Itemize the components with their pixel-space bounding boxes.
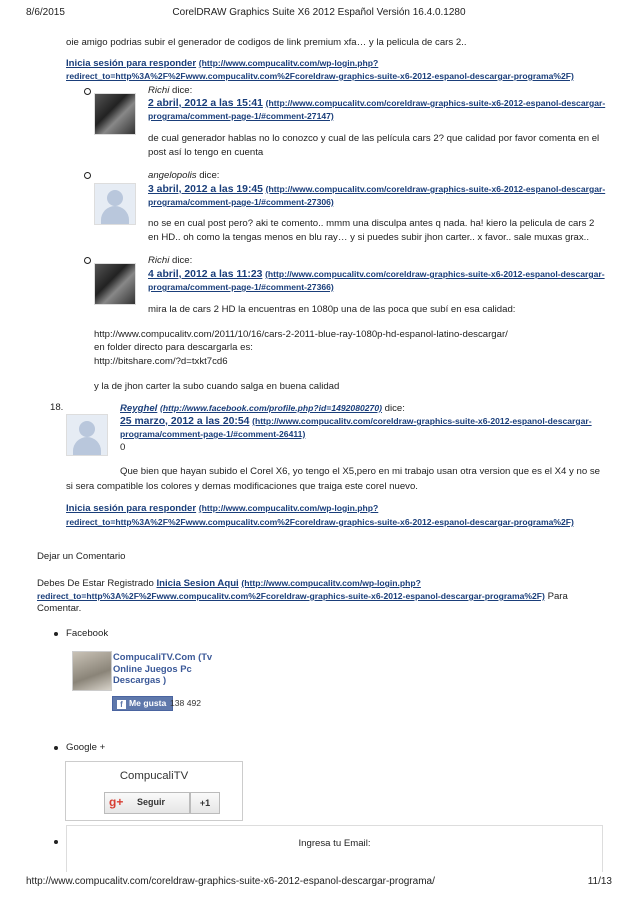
follow-label: Seguir <box>137 797 166 807</box>
comment-author: angelopolis <box>148 170 197 181</box>
comment-date-link[interactable]: 2 abril, 2012 a las 15:41 <box>148 98 263 109</box>
comment-body: no se en cual post pero? aki te comento.. mmm una disculpa antes q nada. ha! kiero la pelicula de cars 2 <box>148 218 595 229</box>
comment-body: mira la de cars 2 HD la encuentras en 1080p una de las poca que subí en esa calidad: <box>148 304 516 315</box>
comment-permalink[interactable]: (http://www.compucalitv.com/coreldraw-graphics-suite-x6-2012-espanol-descargar- <box>265 98 606 108</box>
comment-author: Richi <box>148 255 170 266</box>
dice-label: dice: <box>169 85 193 96</box>
login-link[interactable]: Inicia Sesion Aqui <box>156 578 239 589</box>
dice-label: dice: <box>196 170 220 181</box>
reply-link-url-cont[interactable]: redirect_to=http%3A%2F%2Fwww.compucalitv.com%2Fcoreldraw-graphics-suite-x6-2012-espanol-descargar-programa%2F) <box>66 517 574 527</box>
comment-body-link: http://bitshare.com/?d=txkt7cd6 <box>94 356 228 367</box>
login-url[interactable]: (http://www.compucalitv.com/wp-login.php? <box>241 578 421 588</box>
login-prefix: Debes De Estar Registrado <box>37 578 157 589</box>
comment-date-link[interactable]: 25 marzo, 2012 a las 20:54 <box>120 416 250 427</box>
reply-link-url-cont[interactable]: redirect_to=http%3A%2F%2Fwww.compucalitv.com%2Fcoreldraw-graphics-suite-x6-2012-espanol-descargar-programa%2F) <box>66 71 574 81</box>
list-bullet <box>84 172 91 179</box>
comment-author-link[interactable]: Reyghel <box>120 403 158 414</box>
dice-label: dice: <box>381 403 405 414</box>
comment-body-cont: en folder directo para descargarla es: <box>94 342 253 353</box>
comment-permalink-cont[interactable]: programa/comment-page-1/#comment-27147) <box>148 111 334 121</box>
page-thumbnail[interactable] <box>72 651 112 691</box>
facebook-label: Facebook <box>66 628 109 639</box>
avatar <box>94 183 136 225</box>
like-label: Me gusta <box>129 698 167 708</box>
login-notice <box>37 577 421 590</box>
google-plus-widget <box>65 761 243 821</box>
page-name-link[interactable] <box>113 651 223 686</box>
login-url-cont[interactable]: redirect_to=http%3A%2F%2Fwww.compucalitv.com%2Fcoreldraw-graphics-suite-x6-2012-espanol-descargar-programa%2F) <box>37 591 545 601</box>
reply-link-url[interactable]: (http://www.compucalitv.com/wp-login.php? <box>198 503 379 513</box>
comment-rating: 0 <box>120 442 126 453</box>
follow-button[interactable] <box>104 792 190 814</box>
list-bullet <box>84 88 91 95</box>
facebook-icon: f <box>117 700 126 709</box>
list-bullet <box>54 746 58 750</box>
comment-permalink[interactable]: (http://www.compucalitv.com/coreldraw-graphics-suite-x6-2012-espanol-descargar- <box>265 184 606 194</box>
comment-date-link[interactable]: 4 abril, 2012 a las 11:23 <box>148 269 263 280</box>
login-suffix-cont: Comentar. <box>37 603 82 614</box>
comment-permalink[interactable]: (http://www.compucalitv.com/coreldraw-graphics-suite-x6-2012-espanol-descargar- <box>252 416 592 426</box>
avatar <box>94 93 136 135</box>
plus-one-button[interactable]: +1 <box>190 792 220 814</box>
reply-link[interactable] <box>66 502 378 515</box>
reply-link-url[interactable]: (http://www.compucalitv.com/wp-login.php? <box>198 58 379 68</box>
comment-permalink[interactable]: (http://www.compucalitv.com/coreldraw-graphics-suite-x6-2012-espanol-descargar- <box>265 269 605 279</box>
comment-meta <box>148 85 192 97</box>
avatar <box>94 263 136 305</box>
comment-body-cont: si sera compatible los colores y demas modificaciones que traiga este corel nuevo. <box>66 481 418 492</box>
page-name-line[interactable]: Descargas ) <box>113 674 167 685</box>
dice-label: dice: <box>169 255 193 266</box>
login-suffix: Para <box>544 591 568 602</box>
google-plus-label: Google + <box>66 742 106 753</box>
facebook-widget <box>66 645 256 719</box>
reply-link-label[interactable]: Inicia sesión para responder <box>66 503 197 514</box>
comment-body-link: http://www.compucalitv.com/2011/10/16/cars-2-2011-blue-ray-1080p-hd-espanol-latino-descargar/ <box>94 329 508 340</box>
list-bullet <box>84 257 91 264</box>
comment-body: Que bien que hayan subido el Corel X6, yo tengo el X5,pero en mi trabajo usan otra version que es el X4 y no se <box>120 466 600 477</box>
section-heading: Dejar un Comentario <box>37 551 126 562</box>
comment-body: de cual generador hablas no lo conozco y cual de las película cars 2? que calidad por favor comenta en el <box>148 133 600 144</box>
comment-body-cont: en HD.. oh como la tengas menos en blu ray… y si puedes subir jhon carter.. x favor.. sale muxas grax.. <box>148 232 589 243</box>
print-url: http://www.compucalitv.com/coreldraw-graphics-suite-x6-2012-espanol-descargar-programa/ <box>26 876 435 887</box>
print-date: 8/6/2015 <box>26 7 65 18</box>
comment-permalink-cont[interactable]: programa/comment-page-1/#comment-27366) <box>148 282 334 292</box>
reply-link-label[interactable]: Inicia sesión para responder <box>66 58 197 69</box>
comment-author: Richi <box>148 85 170 96</box>
comment-body-cont: post así lo tengo en cuenta <box>148 147 264 158</box>
google-page-name[interactable]: CompucaliTV <box>119 770 189 782</box>
page-number: 11/13 <box>587 876 612 887</box>
comment-meta <box>120 402 405 415</box>
like-button[interactable] <box>112 696 173 711</box>
list-bullet <box>54 632 58 636</box>
list-bullet <box>54 840 58 844</box>
like-count: 138 492 <box>170 698 202 708</box>
comment-meta <box>148 170 219 182</box>
email-subscribe-box <box>66 825 603 872</box>
comment-permalink-cont[interactable]: programa/comment-page-1/#comment-27306) <box>148 197 334 207</box>
page-name-line[interactable]: Online Juegos Pc <box>113 662 192 674</box>
comment-permalink-cont[interactable]: programa/comment-page-1/#comment-26411) <box>120 429 306 439</box>
comment-author-url[interactable]: (http://www.facebook.com/profile.php?id=1492080270) <box>160 403 382 413</box>
reply-link[interactable] <box>66 57 378 70</box>
comment-text: oie amigo podrias subir el generador de codigos de link premium xfa… y la pelicula de cars 2.. <box>66 37 467 48</box>
comment-number: 18. <box>50 402 64 413</box>
page-name-line[interactable]: CompucaliTV.Com (Tv <box>113 651 213 662</box>
print-title: CorelDRAW Graphics Suite X6 2012 Español Versión 16.4.0.1280 <box>172 7 466 18</box>
avatar <box>66 414 108 456</box>
comment-date-link[interactable]: 3 abril, 2012 a las 19:45 <box>148 184 263 195</box>
comment-body-cont: y la de jhon carter la subo cuando salga en buena calidad <box>94 381 340 392</box>
email-label: Ingresa tu Email: <box>298 838 371 849</box>
comment-meta <box>148 255 192 267</box>
google-plus-icon: g+ <box>109 795 124 809</box>
